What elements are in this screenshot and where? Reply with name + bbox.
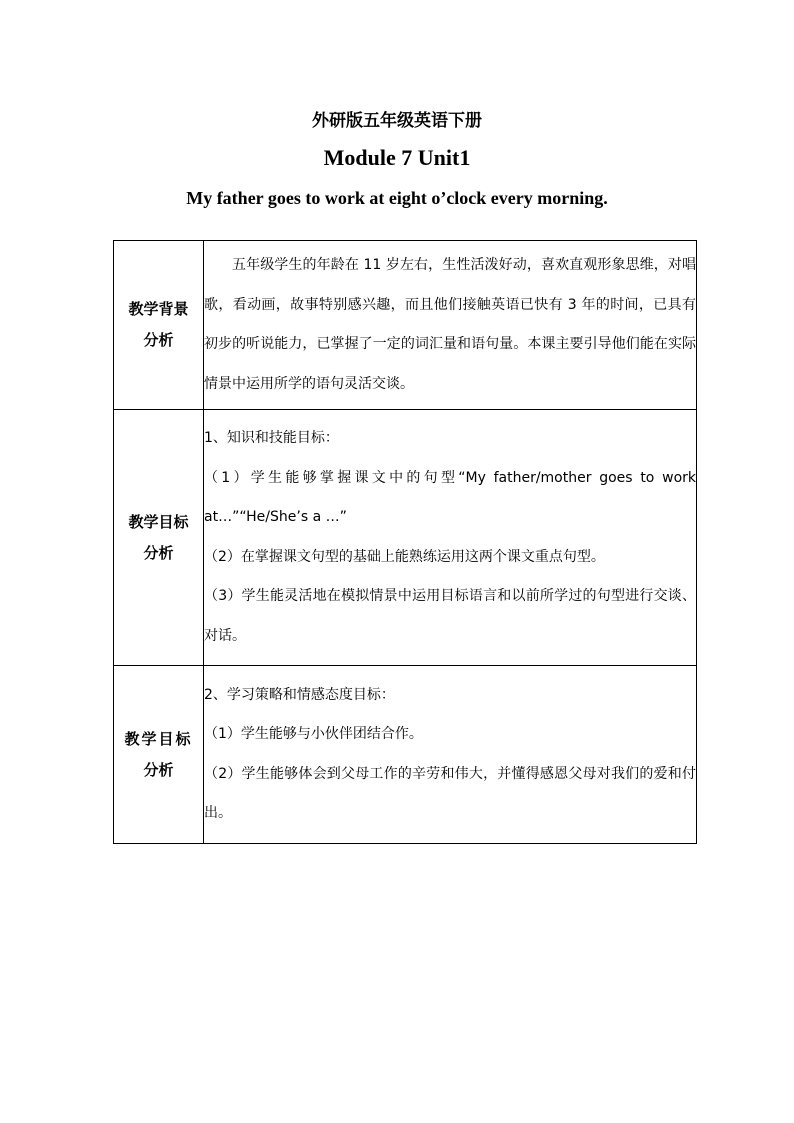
label-text: 教学目标 [128,512,189,531]
content-cell-objectives [204,410,697,666]
content-cell-background [204,241,697,410]
module-title: Module 7 Unit1 [323,145,471,170]
background-paragraph: 五年级学生的年龄在 11 岁左右，生性活泼好动，喜欢直观形象思维，对唱歌，看动画，故事特别感兴趣，而且他们接触英语已快有 3 年的时间，已具有初步的听说能力，已掌握了一定的词汇量和语句量。本课主要引导他们能在实际情景中运用所学的语句灵活交谈。 [204,257,696,392]
objective-item: （3）学生能灵活地在模拟情景中运用目标语言和以前所学过的句型进行交谈、对话。 [204,588,696,644]
objective-item: （1）学生能够掌握课文中的句型“My father/mother goes to work at…”“He/She’s a …” [204,469,696,525]
table-row-objectives-knowledge [114,410,697,666]
label-text: 分析 [143,543,174,562]
label-text: 分析 [143,331,174,349]
label-cell-objectives [114,410,204,666]
objective-item: （2）在掌握课文句型的基础上能熟练运用这两个课文重点句型。 [204,548,605,565]
label-text: 分析 [143,760,174,779]
table-row-background [114,241,697,410]
table-row-objectives-strategy [114,666,697,844]
content-cell-objectives-2 [204,666,697,844]
label-cell-objectives-2 [114,666,204,844]
objective-item: （2）学生能够体会到父母工作的辛劳和伟大，并懂得感恩父母对我们的爱和付出。 [204,765,696,821]
lesson-sentence: My father goes to work at eight o’clock every morning. [186,188,608,208]
document-title: 外研版五年级英语下册 [312,111,482,131]
label-text: 教学目标 [124,729,193,748]
lesson-analysis-table [113,240,697,844]
objective-heading: 2、学习策略和情感态度目标： [204,686,395,703]
objective-heading: 1、知识和技能目标： [204,430,339,446]
label-cell-background [114,241,204,410]
objective-item: （1）学生能够与小伙伴团结合作。 [204,726,423,742]
label-text: 教学背景 [128,300,189,318]
